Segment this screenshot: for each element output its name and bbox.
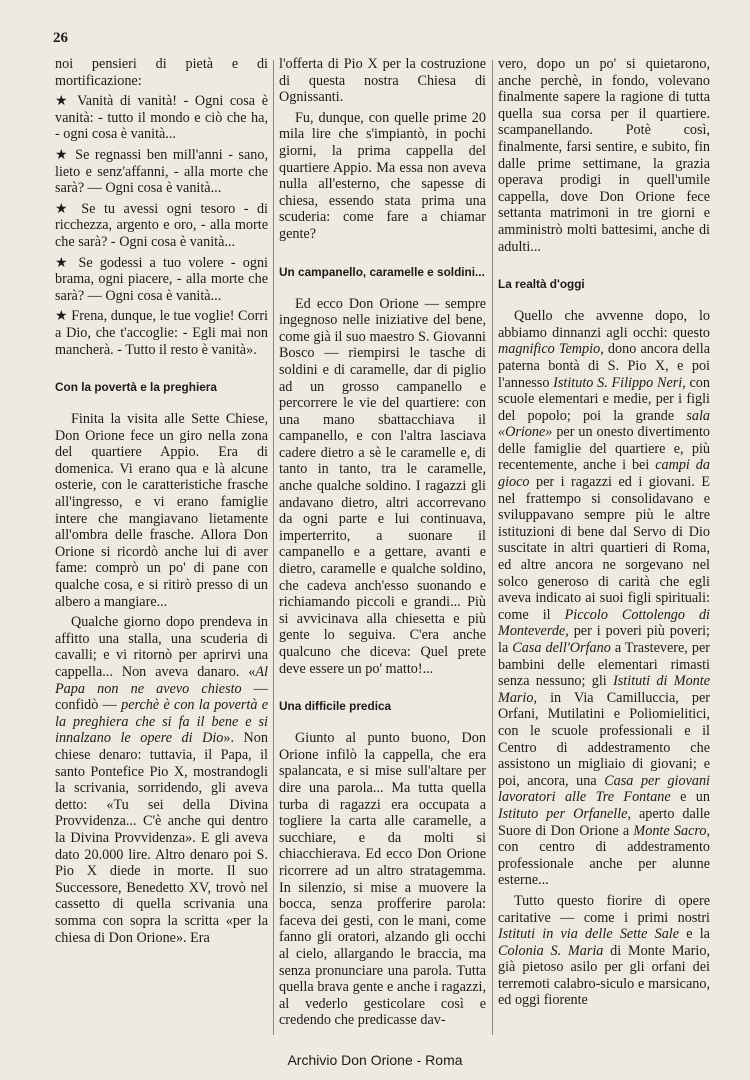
paragraph: Fu, dunque, con quelle prime 20 mila lire che s'impiantò, in pochi giorni, la prima cappella del quartiere Appio. Ma essa non aveva nulla all'esterno, che sapesse di chiesa, essendo stata prima una scuderia: come fare a chiamar gente? xyxy=(279,109,486,242)
verse-stanza: ★ Frena, dunque, le tue voglie! Corri a Dio, che t'accoglie: - Egli mai non mancherà. - Tutto il resto è vanità». xyxy=(55,308,268,358)
column-3 xyxy=(498,56,710,1013)
column-2 xyxy=(279,56,486,1033)
paragraph: noi pensieri di pietà e di mortificazione: xyxy=(55,56,268,89)
paragraph: Ed ecco Don Orione — sempre ingegnoso nelle iniziative del bene, come già il suo maestro S. Giovanni Bosco — riempirsi le tasche di soldini e di caramelle, dar di piglio ad un grosso campanello e percorrere le vie del quartiere: con una mano sbattacchiava il campanello, e con l'altra lasciava cadere dietro a sè le caramelle e, di tanto in tanto, tra le caramelle, anche qualche soldino. I ragazzi gli andavano dietro, altri accorrevano da ogni parte e lui continuava, imperterrito, a suonare il campanello e a gettare, avanti e dietro, caramelle e qualche soldino, che cadeva anch'esso suonando e richiamando piccoli e grandi... Più si avvicinava alla chiesetta e più gente lo seguiva. C'era anche qualcuno che diceva: Quel prete deve essere un po' matto!... xyxy=(279,295,486,677)
verse-stanza: ★ Se godessi a tuo volere - ogni brama, ogni piacere, - alla morte che sarà? — Ogni cosa è vanità... xyxy=(55,254,268,304)
column-divider xyxy=(492,60,493,1035)
page-number: 26 xyxy=(53,30,68,46)
column-divider xyxy=(273,60,274,1035)
section-heading: Un campanello, caramelle e soldini... xyxy=(279,264,485,279)
column-1 xyxy=(55,56,268,950)
section-heading: La realtà d'oggi xyxy=(498,277,585,292)
verse-stanza: ★ Se regnassi ben mill'anni - sano, lieto e senz'affanni, - alla morte che sarà? — Ogni cosa è vanità... xyxy=(55,146,268,197)
paragraph: l'offerta di Pio X per la costruzione di questa nostra Chiesa di Ognissanti. xyxy=(279,56,486,106)
archive-footer: Archivio Don Orione - Roma xyxy=(287,1052,463,1068)
paragraph: Finita la visita alle Sette Chiese, Don Orione fece un giro nella zona del quartiere Appio. Era di domenica. Vi erano qua e là alcune osterie, con le caratteristiche frasche all'ingresso, e vi erano famiglie intere che mangiavano lietamente all'ombra delle frasche. Allora Don Orione si ricordò anche lui di aver fame: comprò un po' di pane con qualche cosa, e si ritirò presso di un albero a mangiare... xyxy=(55,411,268,610)
verse-stanza: ★ Vanità di vanità! - Ogni cosa è vanità: - tutto il mondo e ciò che ha, - ogni cosa è vanità... xyxy=(55,93,268,143)
paragraph: Quello che avvenne dopo, lo abbiamo dinnanzi agli occhi: questo magnifico Tempio, dono ancora della paterna bontà di S. Pio X, e poi l'annesso Istituto S. Filippo Neri, con scuole elementari e medie, per i figli del popolo; poi la grande sala «Orione» per un onesto divertimento delle famiglie del quartiere e, più recentemente, anche i bei campi da gioco per i ragazzi ed i giovani. E nel frattempo si consolidavano e sviluppavano sempre più le altre istituzioni di bene dal Servo di Dio suscitate in altri quartieri di Roma, ed altre ancora ne sorgevano nel solco generoso di carità che egli aveva indicato ai suoi figli spirituali: come il Piccolo Cottolengo di Monteverde, per i poveri più poveri; la Casa dell'Orfano a Trastevere, per bambini delle elementari rimasti senza nessuno; gli Istituti di Monte Mario, in Via Camilluccia, per Orfani, Mutilatini e Poliomielitici, con le scuole professionali e il Centro di addestramento che assistono un migliaio di giovani; e poi, ancora, una Casa per giovani lavoratori alle Tre Fontane e un Istituto per Orfanelle, aperto dalle Suore di Don Orione a Monte Sacro, con centro di addestramento professionale anche per alunne esterne... xyxy=(498,308,710,889)
section-heading: Con la povertà e la preghiera xyxy=(55,380,217,395)
section-heading: Una difficile predica xyxy=(279,699,392,714)
paragraph: vero, dopo un po' si quietarono, anche perchè, in fondo, volevano finalmente sapere la ragione di tutta quella sua corsa per il quartiere. scampanellando. Potè così, finalmente, farsi sentire, e subito, fin dalle prime settimane, la grazia operava prodigi in quell'umile cappella, dove Don Orione fece settanta matrimoni in tre giorni e amministrò molti battesimi, anche di adulti... xyxy=(498,56,710,255)
paragraph: Tutto questo fiorire di opere caritative — come i primi nostri Istituti in via delle Sette Sale e la Colonia S. Maria di Monte Mario, già pietoso asilo per gli orfani dei terremoti calabro-siculo e marsicano, ed oggi fiorente xyxy=(498,892,710,1009)
verse-stanza: ★ Se tu avessi ogni tesoro - di ricchezza, argento e oro, - alla morte che sarà? - Ogni cosa è vanità... xyxy=(55,200,268,250)
paragraph: Giunto al punto buono, Don Orione infilò la cappella, che era spalancata, e si mise sull'altare per dire una parola... Ma tutta quella turba di ragazzi era occupata a togliere la carta alle caramelle, a succhiare, e da molti si chiacchierava. Ed ecco Don Orione ricorrere ad un altro stratagemma. In silenzio, si mise a muovere la bocca, senza profferire parola: faceva dei gesti, con le mani, come fanno gli oratori, alzando gli occhi al cielo, allargando le braccia, ma senza pronunciare una parola. Tutta quella brava gente e anche i ragazzi, al vederlo gesticolare così e credendo che predicasse dav- xyxy=(279,730,486,1029)
paragraph: Qualche giorno dopo prendeva in affitto una stalla, una scuderia di cavalli; e vi ritornò per aprirvi una cappella... Non aveva danaro. «Al Papa non ne avevo chiesto — confidò — perchè è con la povertà e la preghiera che si fa il bene e si innalzano le opere di Dio». Non chiese denaro: tuttavia, il Papa, il santo Pontefice Pio X, mostrandogli la scrivania, sorridendo, gli aveva detto: «Tu sei della Divina Provvidenza... C'è anche qui dentro la Divina Provvidenza». E gli aveva dato 20.000 lire. Altro denaro poi S. Pio X diede in morte. Il suo Successore, Benedetto XV, trovò nel cassetto di quella scrivania una somma con sopra la scritta «per la chiesa di Don Orione». Era xyxy=(55,614,269,946)
